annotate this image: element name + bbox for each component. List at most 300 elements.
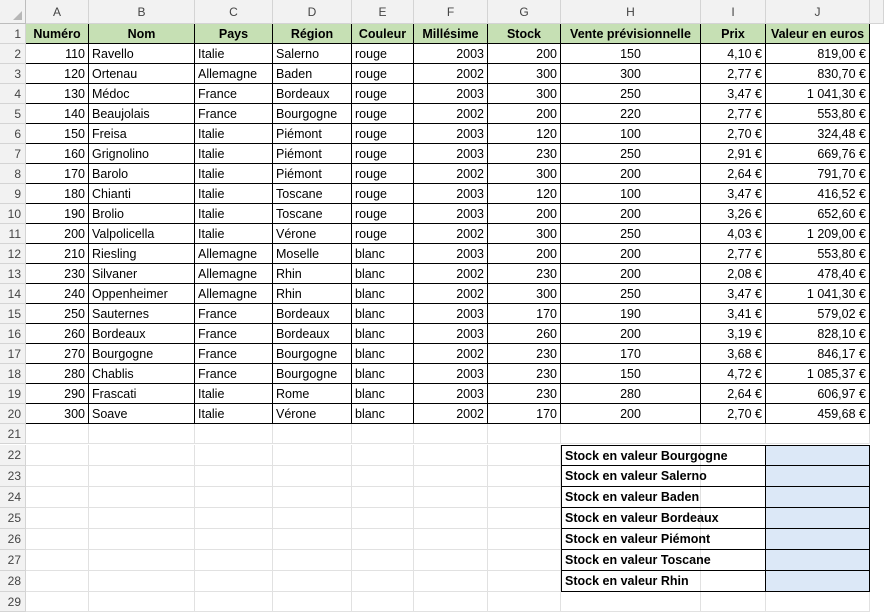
summary-value-input[interactable]	[766, 487, 870, 508]
table-cell[interactable]: France	[195, 324, 273, 344]
table-cell[interactable]: 230	[488, 384, 561, 404]
table-cell[interactable]: 669,76 €	[766, 144, 870, 164]
table-cell[interactable]: 200	[561, 204, 701, 224]
table-cell[interactable]: 652,60 €	[766, 204, 870, 224]
grid-cell[interactable]	[195, 445, 273, 466]
table-cell[interactable]: Rome	[273, 384, 352, 404]
table-cell[interactable]: Rhin	[273, 264, 352, 284]
table-cell[interactable]: Italie	[195, 44, 273, 64]
grid-cell[interactable]	[195, 508, 273, 529]
table-cell[interactable]: 1 041,30 €	[766, 284, 870, 304]
table-cell[interactable]: 150	[561, 44, 701, 64]
table-cell[interactable]: 120	[488, 184, 561, 204]
table-cell[interactable]: Bourgogne	[273, 104, 352, 124]
table-cell[interactable]: 180	[26, 184, 89, 204]
grid-cell[interactable]	[273, 571, 352, 592]
table-header-cell[interactable]: Numéro	[26, 24, 89, 44]
grid-cell[interactable]	[89, 592, 195, 612]
table-cell[interactable]: 3,68 €	[701, 344, 766, 364]
table-cell[interactable]: rouge	[352, 204, 414, 224]
table-cell[interactable]: 3,47 €	[701, 284, 766, 304]
grid-cell[interactable]	[26, 550, 89, 571]
table-cell[interactable]: 110	[26, 44, 89, 64]
table-cell[interactable]: Toscane	[273, 204, 352, 224]
table-cell[interactable]: 300	[561, 64, 701, 84]
table-cell[interactable]: 828,10 €	[766, 324, 870, 344]
table-cell[interactable]: Chianti	[89, 184, 195, 204]
grid-cell[interactable]	[26, 487, 89, 508]
table-cell[interactable]: 230	[488, 264, 561, 284]
table-cell[interactable]: 2,70 €	[701, 404, 766, 424]
table-cell[interactable]: 2,77 €	[701, 244, 766, 264]
table-cell[interactable]: 3,19 €	[701, 324, 766, 344]
row-header-18[interactable]: 18	[0, 364, 26, 384]
table-cell[interactable]: 140	[26, 104, 89, 124]
table-cell[interactable]: 190	[26, 204, 89, 224]
grid-cell[interactable]	[414, 529, 488, 550]
grid-cell[interactable]	[414, 592, 488, 612]
grid-cell[interactable]	[89, 508, 195, 529]
grid-cell[interactable]	[352, 424, 414, 444]
table-cell[interactable]: 2003	[414, 44, 488, 64]
grid-cell[interactable]	[488, 529, 561, 550]
table-cell[interactable]: 2,91 €	[701, 144, 766, 164]
table-cell[interactable]: 160	[26, 144, 89, 164]
grid-cell[interactable]	[195, 487, 273, 508]
grid-cell[interactable]	[488, 445, 561, 466]
row-header-23[interactable]: 23	[0, 466, 26, 487]
table-cell[interactable]: 2,64 €	[701, 384, 766, 404]
grid-cell[interactable]	[414, 487, 488, 508]
table-cell[interactable]: blanc	[352, 244, 414, 264]
table-cell[interactable]: 2003	[414, 144, 488, 164]
table-cell[interactable]: Sauternes	[89, 304, 195, 324]
table-cell[interactable]: 220	[561, 104, 701, 124]
grid-cell[interactable]	[26, 508, 89, 529]
grid-cell[interactable]	[195, 466, 273, 487]
table-cell[interactable]: 200	[561, 164, 701, 184]
grid-cell[interactable]	[26, 466, 89, 487]
grid-cell[interactable]	[414, 508, 488, 529]
table-cell[interactable]: Piémont	[273, 124, 352, 144]
table-cell[interactable]: 280	[26, 364, 89, 384]
table-cell[interactable]: 150	[561, 364, 701, 384]
table-cell[interactable]: rouge	[352, 124, 414, 144]
grid-cell[interactable]	[273, 445, 352, 466]
table-cell[interactable]: 300	[488, 64, 561, 84]
row-header-1[interactable]: 1	[0, 24, 26, 44]
grid-cell[interactable]	[766, 592, 870, 612]
table-cell[interactable]: Italie	[195, 404, 273, 424]
table-cell[interactable]: 280	[561, 384, 701, 404]
table-cell[interactable]: Chablis	[89, 364, 195, 384]
table-cell[interactable]: 459,68 €	[766, 404, 870, 424]
table-cell[interactable]: Bordeaux	[273, 84, 352, 104]
table-cell[interactable]: France	[195, 364, 273, 384]
table-cell[interactable]: 819,00 €	[766, 44, 870, 64]
table-cell[interactable]: Bourgogne	[89, 344, 195, 364]
table-cell[interactable]: 190	[561, 304, 701, 324]
table-cell[interactable]: blanc	[352, 404, 414, 424]
table-cell[interactable]: Allemagne	[195, 64, 273, 84]
table-cell[interactable]: Allemagne	[195, 264, 273, 284]
table-header-cell[interactable]: Pays	[195, 24, 273, 44]
row-header-22[interactable]: 22	[0, 445, 26, 466]
table-cell[interactable]: 2,77 €	[701, 104, 766, 124]
grid-cell[interactable]	[352, 529, 414, 550]
table-cell[interactable]: 4,10 €	[701, 44, 766, 64]
row-header-5[interactable]: 5	[0, 104, 26, 124]
table-cell[interactable]: Médoc	[89, 84, 195, 104]
table-cell[interactable]: Italie	[195, 144, 273, 164]
grid-cell[interactable]	[89, 550, 195, 571]
column-header-d[interactable]: D	[273, 0, 352, 24]
table-cell[interactable]: Brolio	[89, 204, 195, 224]
row-header-24[interactable]: 24	[0, 487, 26, 508]
table-cell[interactable]: 230	[488, 144, 561, 164]
row-header-2[interactable]: 2	[0, 44, 26, 64]
table-cell[interactable]: Freisa	[89, 124, 195, 144]
grid-cell[interactable]	[766, 424, 870, 444]
row-header-7[interactable]: 7	[0, 144, 26, 164]
grid-cell[interactable]	[273, 508, 352, 529]
grid-cell[interactable]	[89, 424, 195, 444]
table-cell[interactable]: 3,26 €	[701, 204, 766, 224]
table-cell[interactable]: 3,47 €	[701, 84, 766, 104]
table-cell[interactable]: blanc	[352, 264, 414, 284]
table-cell[interactable]: Soave	[89, 404, 195, 424]
table-cell[interactable]: 200	[488, 104, 561, 124]
column-header-j[interactable]: J	[766, 0, 870, 24]
table-cell[interactable]: Grignolino	[89, 144, 195, 164]
table-cell[interactable]: 2002	[414, 64, 488, 84]
table-cell[interactable]: 2002	[414, 404, 488, 424]
select-all-corner[interactable]	[0, 0, 26, 24]
table-cell[interactable]: France	[195, 84, 273, 104]
grid-cell[interactable]	[414, 571, 488, 592]
table-cell[interactable]: Vérone	[273, 404, 352, 424]
table-cell[interactable]: Bourgogne	[273, 344, 352, 364]
table-header-cell[interactable]: Couleur	[352, 24, 414, 44]
row-header-12[interactable]: 12	[0, 244, 26, 264]
column-header-c[interactable]: C	[195, 0, 273, 24]
grid-cell[interactable]	[488, 550, 561, 571]
table-cell[interactable]: 2002	[414, 164, 488, 184]
table-cell[interactable]: 300	[488, 284, 561, 304]
table-cell[interactable]: 170	[26, 164, 89, 184]
table-cell[interactable]: 2003	[414, 204, 488, 224]
table-cell[interactable]: rouge	[352, 164, 414, 184]
table-cell[interactable]: Bourgogne	[273, 364, 352, 384]
table-cell[interactable]: Piémont	[273, 164, 352, 184]
table-cell[interactable]: 1 041,30 €	[766, 84, 870, 104]
table-header-cell[interactable]: Vente prévisionnelle	[561, 24, 701, 44]
row-header-6[interactable]: 6	[0, 124, 26, 144]
table-cell[interactable]: Moselle	[273, 244, 352, 264]
table-cell[interactable]: 846,17 €	[766, 344, 870, 364]
table-cell[interactable]: 2002	[414, 284, 488, 304]
table-header-cell[interactable]: Valeur en euros	[766, 24, 870, 44]
table-cell[interactable]: 2003	[414, 324, 488, 344]
grid-cell[interactable]	[488, 508, 561, 529]
grid-cell[interactable]	[26, 529, 89, 550]
table-header-cell[interactable]: Prix	[701, 24, 766, 44]
table-cell[interactable]: Ravello	[89, 44, 195, 64]
grid-cell[interactable]	[273, 592, 352, 612]
grid-cell[interactable]	[89, 466, 195, 487]
table-cell[interactable]: 250	[561, 144, 701, 164]
row-header-16[interactable]: 16	[0, 324, 26, 344]
summary-value-input[interactable]	[766, 508, 870, 529]
grid-cell[interactable]	[701, 592, 766, 612]
table-header-cell[interactable]: Stock	[488, 24, 561, 44]
table-cell[interactable]: 250	[26, 304, 89, 324]
table-cell[interactable]: 260	[26, 324, 89, 344]
table-cell[interactable]: Riesling	[89, 244, 195, 264]
table-cell[interactable]: 2,77 €	[701, 64, 766, 84]
summary-value-input[interactable]	[766, 445, 870, 466]
row-header-9[interactable]: 9	[0, 184, 26, 204]
table-cell[interactable]: 2003	[414, 124, 488, 144]
table-cell[interactable]: 2003	[414, 84, 488, 104]
column-header-g[interactable]: G	[488, 0, 561, 24]
table-cell[interactable]: Italie	[195, 384, 273, 404]
row-header-17[interactable]: 17	[0, 344, 26, 364]
table-cell[interactable]: 4,03 €	[701, 224, 766, 244]
row-header-26[interactable]: 26	[0, 529, 26, 550]
table-cell[interactable]: 200	[488, 44, 561, 64]
table-header-cell[interactable]: Millésime	[414, 24, 488, 44]
table-cell[interactable]: Italie	[195, 164, 273, 184]
table-cell[interactable]: 830,70 €	[766, 64, 870, 84]
grid-cell[interactable]	[352, 571, 414, 592]
table-cell[interactable]: Ortenau	[89, 64, 195, 84]
table-cell[interactable]: Oppenheimer	[89, 284, 195, 304]
table-cell[interactable]: rouge	[352, 84, 414, 104]
table-cell[interactable]: 300	[26, 404, 89, 424]
grid-cell[interactable]	[414, 445, 488, 466]
table-cell[interactable]: Allemagne	[195, 284, 273, 304]
table-cell[interactable]: 230	[488, 344, 561, 364]
table-cell[interactable]: Rhin	[273, 284, 352, 304]
table-cell[interactable]: rouge	[352, 224, 414, 244]
table-cell[interactable]: 553,80 €	[766, 244, 870, 264]
table-cell[interactable]: Italie	[195, 224, 273, 244]
summary-value-input[interactable]	[766, 466, 870, 487]
grid-cell[interactable]	[195, 529, 273, 550]
grid-cell[interactable]	[89, 487, 195, 508]
grid-cell[interactable]	[561, 424, 701, 444]
table-cell[interactable]: 4,72 €	[701, 364, 766, 384]
table-cell[interactable]: 2003	[414, 364, 488, 384]
table-cell[interactable]: Bordeaux	[273, 304, 352, 324]
table-cell[interactable]: 478,40 €	[766, 264, 870, 284]
table-cell[interactable]: 120	[26, 64, 89, 84]
table-cell[interactable]: 290	[26, 384, 89, 404]
table-cell[interactable]: 240	[26, 284, 89, 304]
table-cell[interactable]: Baden	[273, 64, 352, 84]
table-cell[interactable]: 200	[488, 244, 561, 264]
table-cell[interactable]: 230	[488, 364, 561, 384]
grid-cell[interactable]	[488, 571, 561, 592]
grid-cell[interactable]	[488, 466, 561, 487]
row-header-10[interactable]: 10	[0, 204, 26, 224]
table-cell[interactable]: 2,08 €	[701, 264, 766, 284]
table-cell[interactable]: 1 085,37 €	[766, 364, 870, 384]
table-cell[interactable]: Bordeaux	[89, 324, 195, 344]
row-header-20[interactable]: 20	[0, 404, 26, 424]
table-cell[interactable]: Toscane	[273, 184, 352, 204]
table-cell[interactable]: 2,70 €	[701, 124, 766, 144]
table-cell[interactable]: 200	[26, 224, 89, 244]
grid-cell[interactable]	[488, 487, 561, 508]
table-cell[interactable]: 100	[561, 124, 701, 144]
table-cell[interactable]: 2002	[414, 344, 488, 364]
table-cell[interactable]: 200	[488, 204, 561, 224]
row-header-8[interactable]: 8	[0, 164, 26, 184]
table-header-cell[interactable]: Nom	[89, 24, 195, 44]
summary-value-input[interactable]	[766, 550, 870, 571]
table-cell[interactable]: 300	[488, 164, 561, 184]
table-cell[interactable]: 553,80 €	[766, 104, 870, 124]
grid-cell[interactable]	[352, 550, 414, 571]
table-cell[interactable]: Italie	[195, 124, 273, 144]
table-cell[interactable]: Allemagne	[195, 244, 273, 264]
table-cell[interactable]: blanc	[352, 364, 414, 384]
table-cell[interactable]: Italie	[195, 204, 273, 224]
table-cell[interactable]: 579,02 €	[766, 304, 870, 324]
table-cell[interactable]: France	[195, 344, 273, 364]
grid-cell[interactable]	[414, 424, 488, 444]
row-header-14[interactable]: 14	[0, 284, 26, 304]
row-header-11[interactable]: 11	[0, 224, 26, 244]
row-header-15[interactable]: 15	[0, 304, 26, 324]
table-cell[interactable]: 130	[26, 84, 89, 104]
table-cell[interactable]: 3,47 €	[701, 184, 766, 204]
table-cell[interactable]: 2003	[414, 384, 488, 404]
grid-cell[interactable]	[273, 487, 352, 508]
column-header-e[interactable]: E	[352, 0, 414, 24]
summary-value-input[interactable]	[766, 571, 870, 592]
grid-cell[interactable]	[414, 550, 488, 571]
row-header-21[interactable]: 21	[0, 424, 26, 444]
table-cell[interactable]: rouge	[352, 144, 414, 164]
table-cell[interactable]: rouge	[352, 104, 414, 124]
column-header-i[interactable]: I	[701, 0, 766, 24]
grid-cell[interactable]	[561, 592, 701, 612]
table-cell[interactable]: rouge	[352, 64, 414, 84]
table-cell[interactable]: 2,64 €	[701, 164, 766, 184]
grid-cell[interactable]	[195, 571, 273, 592]
table-cell[interactable]: 300	[488, 84, 561, 104]
column-header-f[interactable]: F	[414, 0, 488, 24]
grid-cell[interactable]	[488, 424, 561, 444]
grid-cell[interactable]	[26, 445, 89, 466]
row-header-3[interactable]: 3	[0, 64, 26, 84]
table-cell[interactable]: 270	[26, 344, 89, 364]
table-cell[interactable]: 2002	[414, 224, 488, 244]
grid-cell[interactable]	[26, 424, 89, 444]
row-header-13[interactable]: 13	[0, 264, 26, 284]
row-header-27[interactable]: 27	[0, 550, 26, 571]
table-cell[interactable]: 260	[488, 324, 561, 344]
grid-cell[interactable]	[352, 466, 414, 487]
table-cell[interactable]: Beaujolais	[89, 104, 195, 124]
table-cell[interactable]: blanc	[352, 344, 414, 364]
grid-cell[interactable]	[273, 529, 352, 550]
column-header-b[interactable]: B	[89, 0, 195, 24]
grid-cell[interactable]	[273, 424, 352, 444]
table-cell[interactable]: Barolo	[89, 164, 195, 184]
table-cell[interactable]: 300	[488, 224, 561, 244]
grid-cell[interactable]	[195, 424, 273, 444]
table-header-cell[interactable]: Région	[273, 24, 352, 44]
table-cell[interactable]: Frascati	[89, 384, 195, 404]
grid-cell[interactable]	[195, 550, 273, 571]
row-header-28[interactable]: 28	[0, 571, 26, 592]
grid-cell[interactable]	[352, 445, 414, 466]
table-cell[interactable]: 170	[561, 344, 701, 364]
grid-cell[interactable]	[26, 592, 89, 612]
table-cell[interactable]: 416,52 €	[766, 184, 870, 204]
table-cell[interactable]: 120	[488, 124, 561, 144]
table-cell[interactable]: Vérone	[273, 224, 352, 244]
grid-cell[interactable]	[414, 466, 488, 487]
grid-cell[interactable]	[488, 592, 561, 612]
table-cell[interactable]: 200	[561, 264, 701, 284]
table-cell[interactable]: Silvaner	[89, 264, 195, 284]
table-cell[interactable]: 200	[561, 244, 701, 264]
table-cell[interactable]: 170	[488, 404, 561, 424]
table-cell[interactable]: France	[195, 304, 273, 324]
grid-cell[interactable]	[352, 487, 414, 508]
grid-cell[interactable]	[26, 571, 89, 592]
grid-cell[interactable]	[89, 445, 195, 466]
grid-cell[interactable]	[195, 592, 273, 612]
table-cell[interactable]: Salerno	[273, 44, 352, 64]
table-cell[interactable]: 2002	[414, 104, 488, 124]
table-cell[interactable]: 250	[561, 284, 701, 304]
table-cell[interactable]: 3,41 €	[701, 304, 766, 324]
grid-cell[interactable]	[89, 571, 195, 592]
grid-cell[interactable]	[701, 424, 766, 444]
grid-cell[interactable]	[273, 550, 352, 571]
table-cell[interactable]: 170	[488, 304, 561, 324]
table-cell[interactable]: Italie	[195, 184, 273, 204]
table-cell[interactable]: 150	[26, 124, 89, 144]
row-header-19[interactable]: 19	[0, 384, 26, 404]
table-cell[interactable]: 791,70 €	[766, 164, 870, 184]
table-cell[interactable]: 250	[561, 84, 701, 104]
column-header-h[interactable]: H	[561, 0, 701, 24]
table-cell[interactable]: rouge	[352, 184, 414, 204]
table-cell[interactable]: 200	[561, 324, 701, 344]
table-cell[interactable]: Valpolicella	[89, 224, 195, 244]
table-cell[interactable]: France	[195, 104, 273, 124]
table-cell[interactable]: blanc	[352, 384, 414, 404]
table-cell[interactable]: blanc	[352, 304, 414, 324]
table-cell[interactable]: 100	[561, 184, 701, 204]
column-header-a[interactable]: A	[26, 0, 89, 24]
grid-cell[interactable]	[352, 592, 414, 612]
grid-cell[interactable]	[352, 508, 414, 529]
table-cell[interactable]: 606,97 €	[766, 384, 870, 404]
row-header-25[interactable]: 25	[0, 508, 26, 529]
table-cell[interactable]: 2003	[414, 244, 488, 264]
table-cell[interactable]: 2003	[414, 304, 488, 324]
table-cell[interactable]: Bordeaux	[273, 324, 352, 344]
table-cell[interactable]: Piémont	[273, 144, 352, 164]
